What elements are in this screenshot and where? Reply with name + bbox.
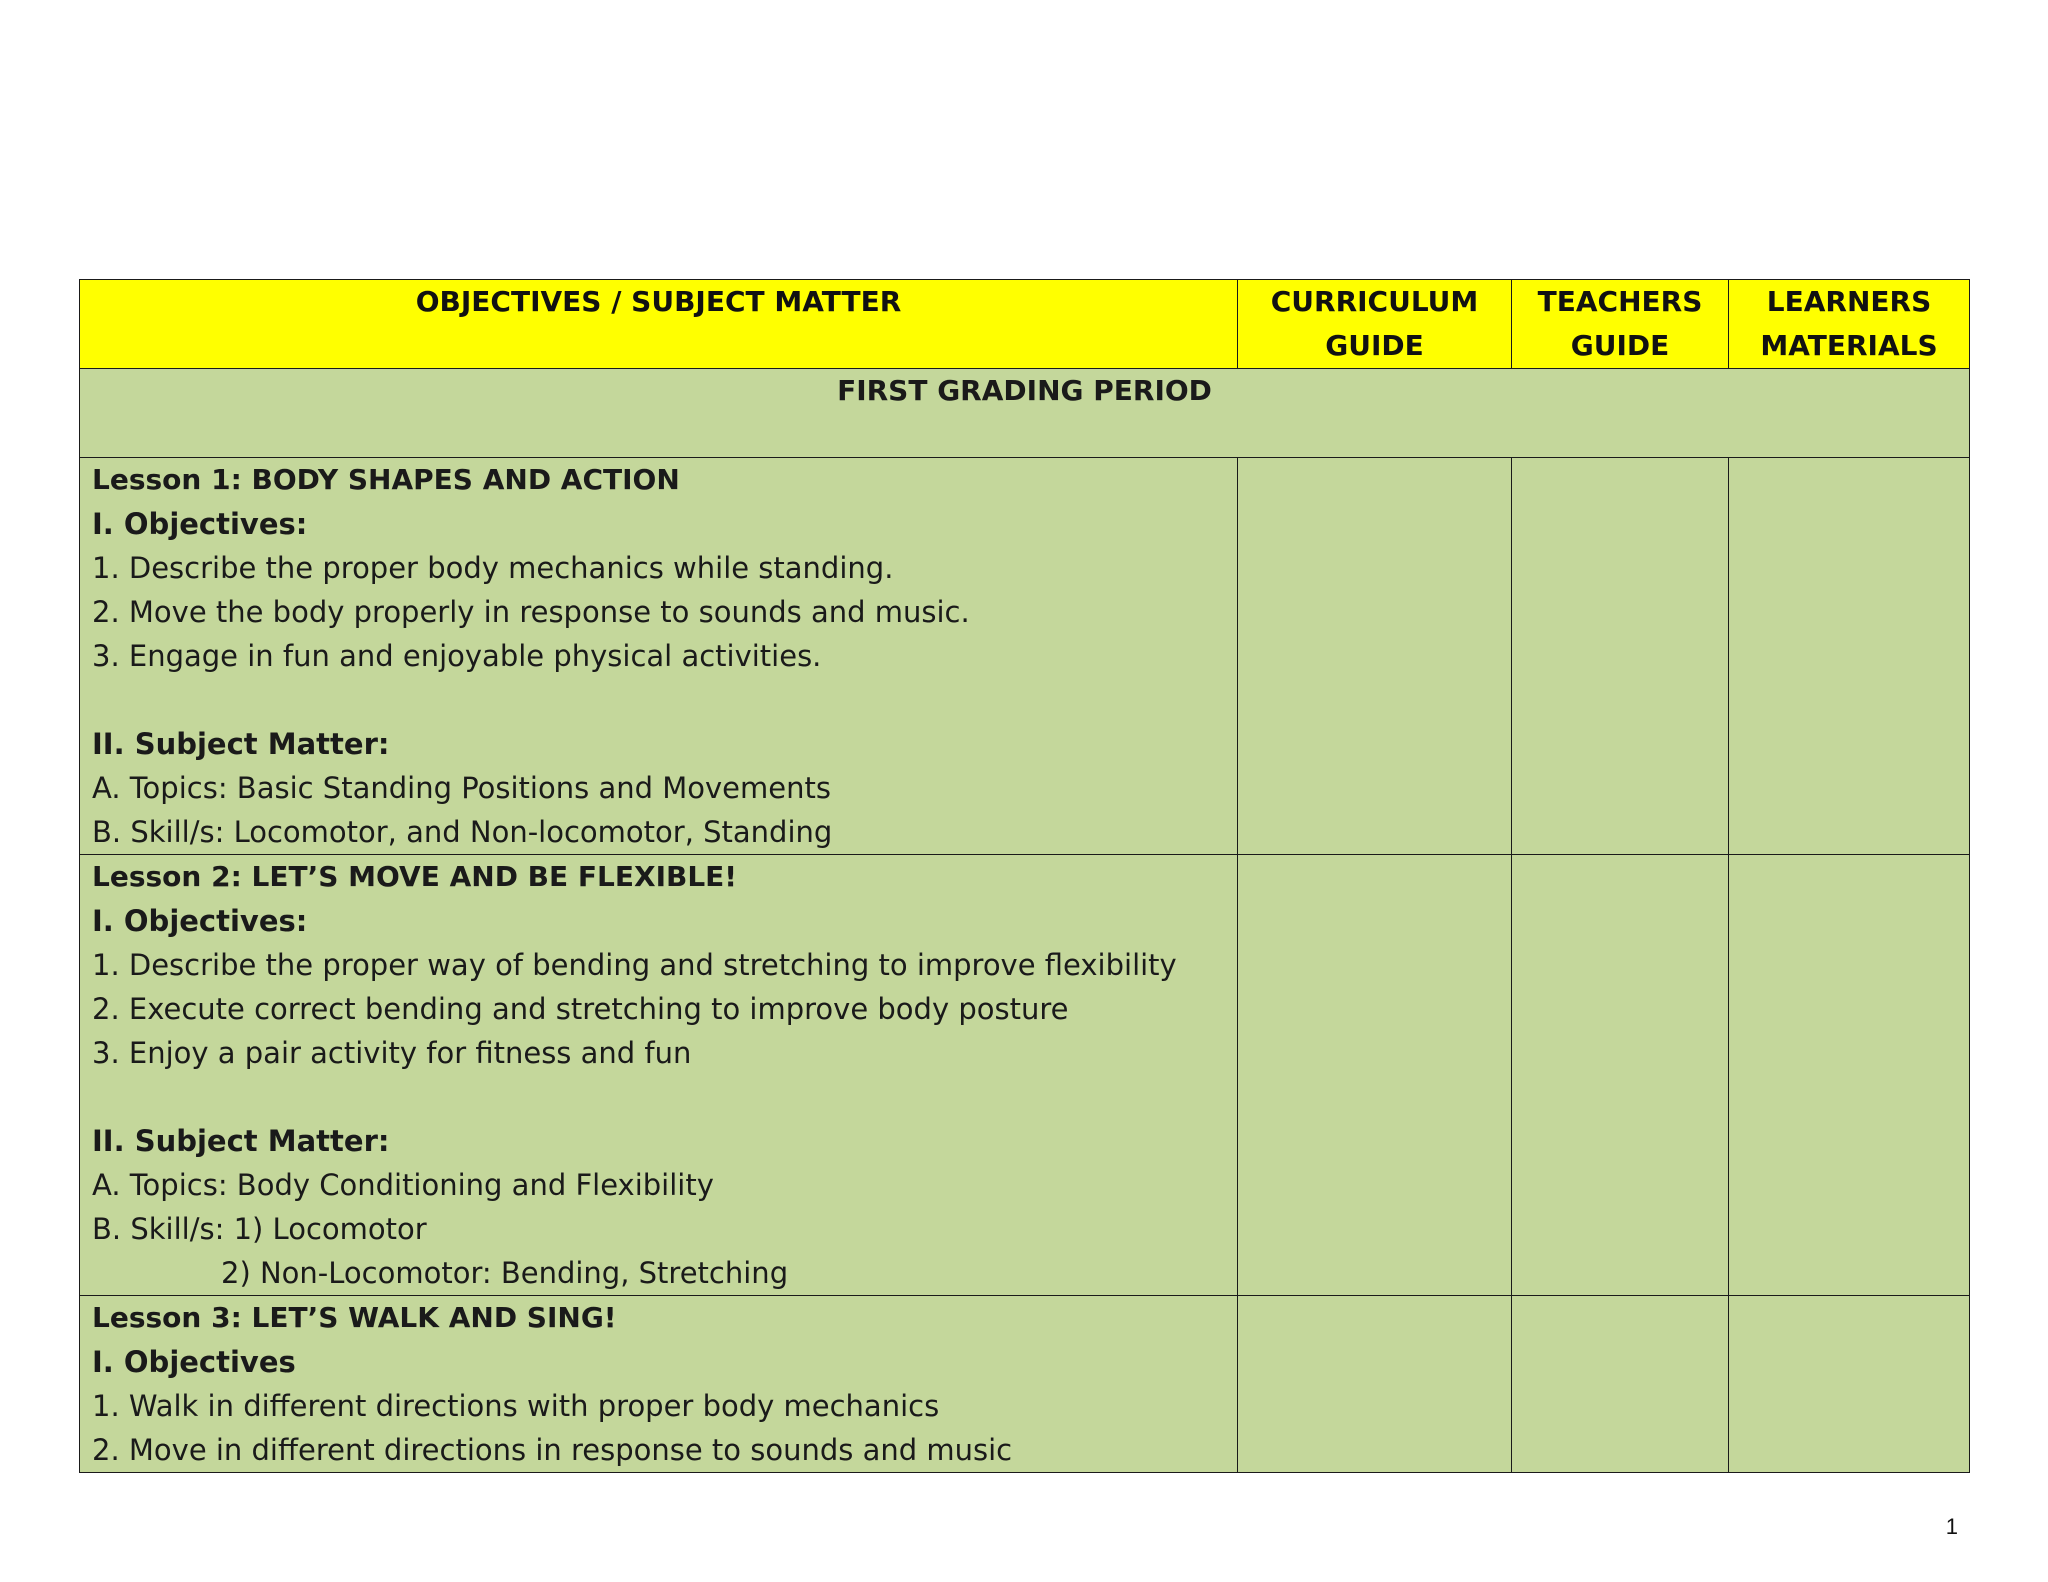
objective-item: 2. Move in different directions in response to sounds and music <box>92 1433 1013 1467</box>
objective-item: 1. Describe the proper body mechanics while standing. <box>92 551 894 585</box>
curriculum-guide-cell <box>1238 1296 1512 1473</box>
subject-matter-heading: II. Subject Matter: <box>92 727 390 761</box>
grading-period: FIRST GRADING PERIOD <box>80 369 1970 458</box>
lesson-row <box>80 855 1970 1296</box>
header-teachers-guide: TEACHERS GUIDE <box>1512 280 1729 369</box>
subject-matter-heading: II. Subject Matter: <box>92 1124 390 1158</box>
header-learners-materials: LEARNERS MATERIALS <box>1729 280 1970 369</box>
lesson-title: Lesson 3: LET’S WALK AND SING! <box>92 1301 617 1334</box>
learners-materials-cell <box>1729 1296 1970 1473</box>
objectives-heading: I. Objectives: <box>92 904 308 938</box>
objectives-heading: I. Objectives: <box>92 507 308 541</box>
lesson-3-cell <box>80 1296 1238 1473</box>
learners-materials-cell <box>1729 458 1970 855</box>
lesson-title: Lesson 2: LET’S MOVE AND BE FLEXIBLE! <box>92 860 738 893</box>
topics-line: A. Topics: Basic Standing Positions and Movements <box>92 771 831 805</box>
lesson-title: Lesson 1: BODY SHAPES AND ACTION <box>92 463 680 496</box>
topics-line: A. Topics: Body Conditioning and Flexibility <box>92 1168 714 1202</box>
lesson-plan-table <box>79 279 1970 1473</box>
skills-line: B. Skill/s: Locomotor, and Non-locomotor, Standing <box>92 815 833 849</box>
objective-item: 2. Move the body properly in response to sounds and music. <box>92 595 970 629</box>
lesson-row <box>80 458 1970 855</box>
lesson-row <box>80 1296 1970 1473</box>
lesson-2-cell <box>80 855 1238 1296</box>
objective-item: 1. Describe the proper way of bending and stretching to improve flexibility <box>92 948 1177 982</box>
objective-item: 2. Execute correct bending and stretching to improve body posture <box>92 992 1069 1026</box>
lesson-1-cell <box>80 458 1238 855</box>
teachers-guide-cell <box>1512 855 1729 1296</box>
page-number: 1 <box>1945 1514 1958 1539</box>
header-objectives: OBJECTIVES / SUBJECT MATTER <box>80 280 1238 369</box>
teachers-guide-cell <box>1512 458 1729 855</box>
skills-line: 2) Non-Locomotor: Bending, Stretching <box>221 1256 789 1290</box>
header-curriculum-guide: CURRICULUM GUIDE <box>1238 280 1512 369</box>
curriculum-guide-cell <box>1238 855 1512 1296</box>
learners-materials-cell <box>1729 855 1970 1296</box>
objective-item: 3. Enjoy a pair activity for fitness and fun <box>92 1036 692 1070</box>
skills-line: B. Skill/s: 1) Locomotor <box>92 1212 427 1246</box>
curriculum-guide-cell <box>1238 458 1512 855</box>
objectives-heading: I. Objectives <box>92 1345 296 1379</box>
objective-item: 3. Engage in fun and enjoyable physical activities. <box>92 639 822 673</box>
teachers-guide-cell <box>1512 1296 1729 1473</box>
header-row <box>80 280 1970 369</box>
period-row <box>80 369 1970 458</box>
objective-item: 1. Walk in different directions with proper body mechanics <box>92 1389 940 1423</box>
